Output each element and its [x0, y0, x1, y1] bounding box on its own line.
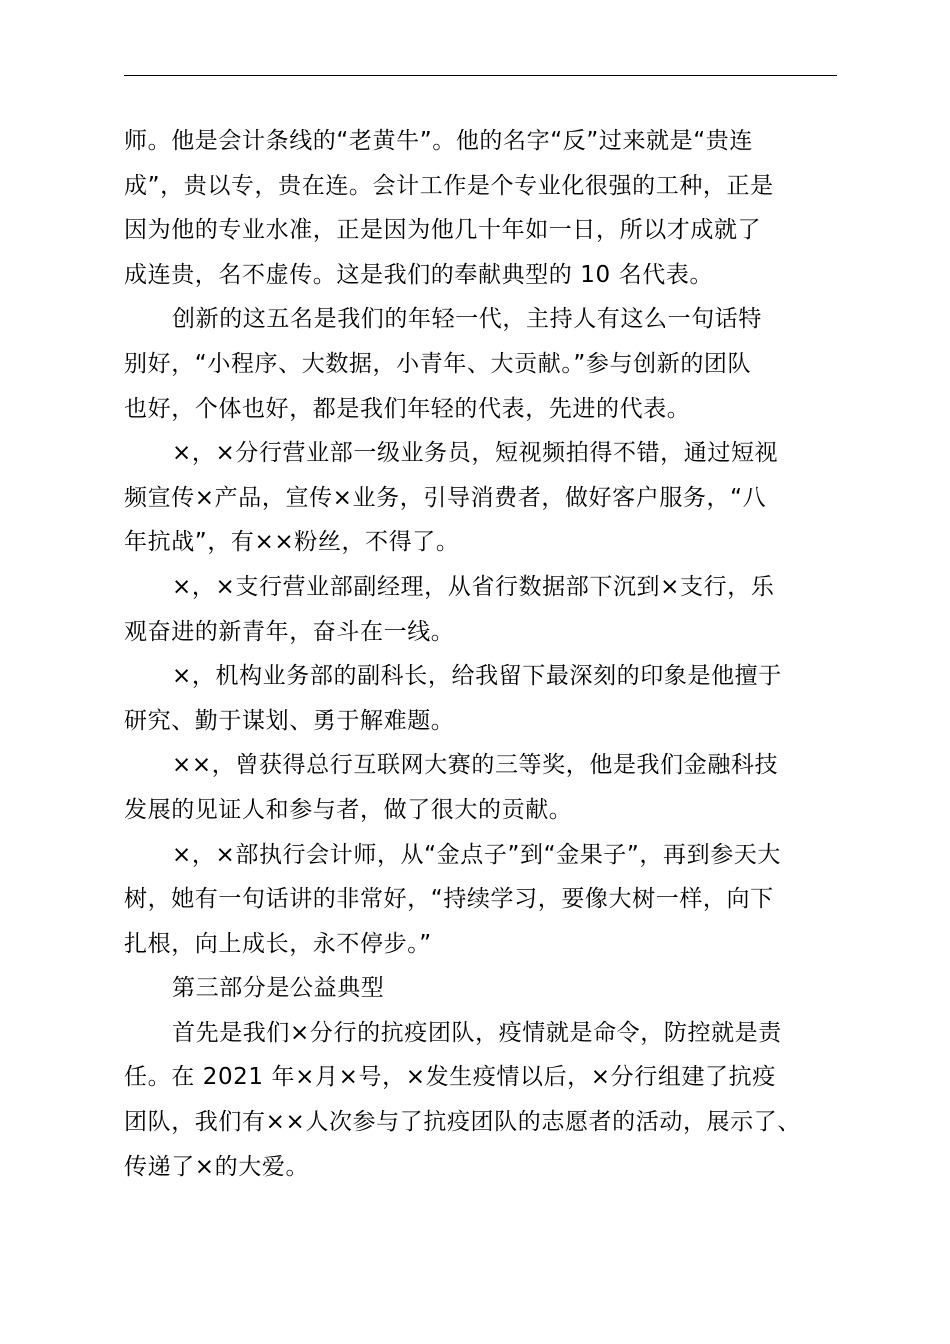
paragraph: [124, 654, 840, 743]
text-line: ×，×分行营业部一级业务员，短视频拍得不错，通过短视: [172, 440, 779, 467]
paragraph: [124, 297, 840, 431]
text-line: 别好，“小程序、大数据，小青年、大贡献。”参与创新的团队: [124, 350, 752, 377]
text-line: 创新的这五名是我们的年轻一代，主持人有这么一句话特: [172, 306, 762, 333]
text-line: 首先是我们×分行的抗疫团队，疫情就是命令，防控就是责: [172, 1019, 782, 1046]
text-line: 成”，贵以专，贵在连。会计工作是个专业化很强的工种，正是: [124, 172, 774, 199]
text-line: ××，曾获得总行互联网大赛的三等奖，他是我们金融科技: [172, 752, 779, 779]
text-line: 也好，个体也好，都是我们年轻的代表，先进的代表。: [124, 395, 691, 422]
text-line: 观奋进的新青年，奋斗在一线。: [124, 618, 455, 645]
text-line: 师。他是会计条线的“老黄牛”。他的名字“反”过来就是“贵连: [124, 128, 753, 154]
paragraph: [124, 1011, 840, 1189]
text-line: 扎根，向上成长，永不停步。”: [124, 930, 432, 957]
text-line: 研究、勤于谋划、勇于解难题。: [124, 707, 455, 734]
text-line: 年抗战”，有××粉丝，不得了。: [124, 529, 460, 556]
text-line: 频宣传×产品，宣传×业务，引导消费者，做好客户服务，“八: [124, 484, 767, 511]
text-line: 发展的见证人和参与者，做了很大的贡献。: [124, 796, 573, 823]
text-line: 团队，我们有××人次参与了抗疫团队的志愿者的活动，展示了、: [124, 1109, 801, 1136]
document-body: [124, 119, 840, 1189]
paragraph: [124, 743, 840, 832]
paragraph: [124, 966, 840, 1011]
text-line: ×，×部执行会计师，从“金点子”到“金果子”，再到参天大: [172, 841, 782, 868]
text-line: ×，机构业务部的副科长，给我留下最深刻的印象是他擅于: [172, 663, 782, 690]
header-rule: [124, 75, 837, 76]
text-line: 成连贵，名不虚传。这是我们的奉献典型的 10 名代表。: [124, 261, 714, 288]
paragraph: [124, 565, 840, 654]
text-line: 因为他的专业水准，正是因为他几十年如一日，所以才成就了: [124, 217, 762, 244]
paragraph: [124, 833, 840, 967]
text-line: 第三部分是公益典型: [172, 975, 385, 1002]
text-line: 树，她有一句话讲的非常好，“持续学习，要像大树一样，向下: [124, 886, 774, 913]
paragraph: [124, 431, 840, 565]
text-line: ×，×支行营业部副经理，从省行数据部下沉到×支行，乐: [172, 573, 775, 600]
paragraph: [124, 119, 840, 297]
text-line: 任。在 2021 年×月×号，×发生疫情以后，×分行组建了抗疫: [124, 1064, 776, 1091]
text-line: 传递了×的大爱。: [124, 1153, 310, 1180]
